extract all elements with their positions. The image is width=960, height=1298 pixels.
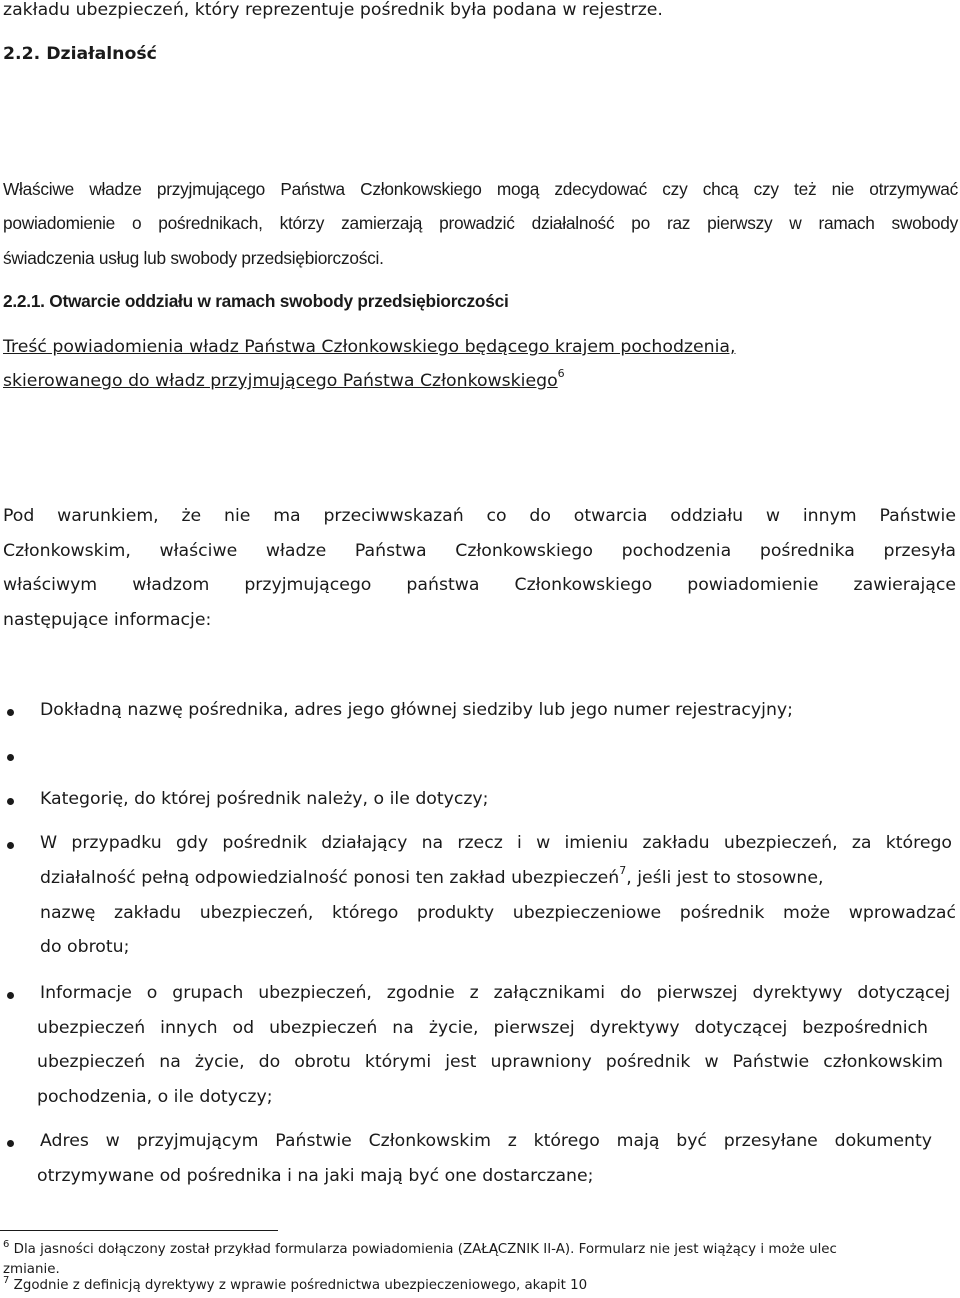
paragraph-line: powiadomienie o pośrednikach, którzy zamierzają prowadzić działalność po raz pierwszy w ramach swobody (3, 213, 958, 233)
footnote: $^7$ Zgodnie z definicją dyrektywy z wprawie pośrednictwa ubezpieczeniowego, akapit 10 (3, 1275, 588, 1293)
bullet-dot (7, 709, 14, 716)
continuation-line: zakładu ubezpieczeń, który reprezentuje pośrednik była podana w rejestrze. (3, 0, 663, 20)
list-item-line: działalność pełną odpowiedzialność ponosi ten zakład ubezpieczeń$^7$, jeśli jest to stosowne, (40, 864, 824, 888)
bullet-dot (7, 842, 14, 849)
footnote-reference: 6 (557, 367, 565, 380)
paragraph-line: Członkowskim, właściwe władze Państwa Członkowskiego pochodzenia pośrednika przesyła (3, 541, 956, 561)
list-item-line: pochodzenia, o ile dotyczy; (37, 1087, 273, 1107)
footnote-continuation: zmianie. (3, 1262, 60, 1277)
list-item-line: ubezpieczeń na życie, do obrotu którymi jest uprawniony pośrednik w Państwie członkowskim (37, 1052, 943, 1072)
bullet-dot (7, 798, 14, 805)
list-item-line: Adres w przyjmującym Państwie Członkowskim z którego mają być przesyłane dokumenty (40, 1131, 932, 1151)
section-heading: 2.2. Działalność (3, 44, 157, 64)
footnote-separator (0, 1230, 278, 1231)
footnote-reference: 7 (619, 864, 627, 877)
list-item-line: nazwę zakładu ubezpieczeń, którego produkty ubezpieczeniowe pośrednik może wprowadzać (40, 903, 956, 923)
paragraph-line: następujące informacje: (3, 610, 212, 630)
list-item-line: do obrotu; (40, 937, 130, 957)
paragraph-line: Pod warunkiem, że nie ma przeciwwskazań co do otwarcia oddziału w innym Państwie (3, 506, 956, 526)
bullet-dot (7, 754, 14, 761)
list-item-line: Informacje o grupach ubezpieczeń, zgodnie z załącznikami do pierwszej dyrektywy dotyczącej (40, 983, 950, 1003)
underlined-text: Treść powiadomienia władz Państwa Członkowskiego będącego krajem pochodzenia, (3, 337, 736, 357)
subsection-heading: 2.2.1. Otwarcie oddziału w ramach swobody przedsiębiorczości (3, 291, 509, 311)
underlined-line (3, 337, 735, 357)
bullet-dot (7, 1140, 14, 1147)
paragraph-line: Właściwe władze przyjmującego Państwa Członkowskiego mogą zdecydować czy chcą czy też nie otrzymywać (3, 179, 958, 199)
footnote: $^6$ Dla jasności dołączony został przykład formularza powiadomienia (ZAŁĄCZNIK II-A). Formularz nie jest wiążący i może ulec (3, 1239, 837, 1257)
list-item-line: W przypadku gdy pośrednik działający na rzecz i w imieniu zakładu ubezpieczeń, za którego (40, 833, 952, 853)
list-item-line: otrzymywane od pośrednika i na jaki mają być one dostarczane; (37, 1166, 594, 1186)
underlined-text: skierowanego do władz przyjmującego Państwa Członkowskiego (3, 371, 558, 391)
underlined-line (3, 367, 565, 391)
bullet-dot (7, 992, 14, 999)
paragraph-line: właściwym władzom przyjmującego państwa Członkowskiego powiadomienie zawierające (3, 575, 956, 595)
list-item-line: ubezpieczeń innych od ubezpieczeń na życie, pierwszej dyrektywy dotyczącej bezpośrednich (37, 1018, 928, 1038)
paragraph-line: świadczenia usług lub swobody przedsiębiorczości. (3, 248, 384, 268)
list-item: Kategorię, do której pośrednik należy, o ile dotyczy; (40, 789, 489, 809)
list-item: Dokładną nazwę pośrednika, adres jego głównej siedziby lub jego numer rejestracyjny; (40, 700, 793, 720)
